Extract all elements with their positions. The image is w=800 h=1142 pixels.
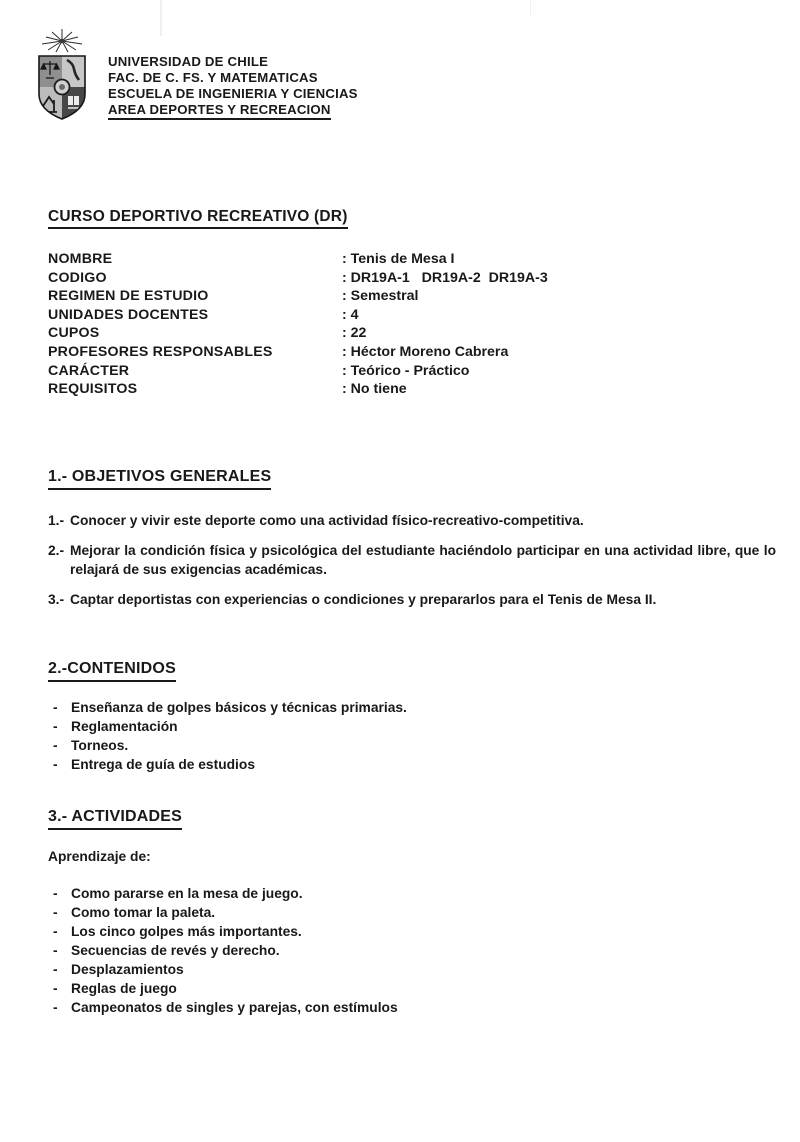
item-marker: - xyxy=(53,738,58,753)
item-text: Campeonatos de singles y parejas, con estímulos xyxy=(71,1000,398,1015)
info-label-regimen: REGIMEN DE ESTUDIO xyxy=(48,288,209,305)
item-text: Torneos. xyxy=(71,738,129,753)
section-heading xyxy=(48,807,776,830)
info-value-profesores: : Héctor Moreno Cabrera xyxy=(342,343,509,360)
info-row-profesores xyxy=(48,343,778,362)
info-value-regimen: : Semestral xyxy=(342,288,419,305)
info-value-requisitos: : No tiene xyxy=(342,381,407,398)
info-label-nombre: NOMBRE xyxy=(48,251,113,267)
list-item xyxy=(48,541,776,579)
section-actividades xyxy=(48,807,776,1017)
item-marker: - xyxy=(53,905,58,920)
item-text: Enseñanza de golpes básicos y técnicas primarias. xyxy=(71,700,407,715)
info-value-cupos: : 22 xyxy=(342,325,367,342)
item-marker: - xyxy=(53,943,58,958)
info-label-cupos: CUPOS xyxy=(48,325,100,342)
item-text: Conocer y vivir este deporte como una actividad físico-recreativo-competitiva. xyxy=(70,513,584,528)
letterhead-text xyxy=(108,28,358,120)
info-row-caracter xyxy=(48,362,778,381)
letterhead-line-faculty: FAC. DE C. FS. Y MATEMATICAS xyxy=(108,70,318,85)
info-label-unidades: UNIDADES DOCENTES xyxy=(48,306,209,323)
item-text: Los cinco golpes más importantes. xyxy=(71,924,302,939)
list-item xyxy=(48,960,776,979)
course-info-table xyxy=(48,250,778,399)
item-marker: - xyxy=(53,719,58,734)
section-contenidos xyxy=(48,659,776,774)
info-row-cupos xyxy=(48,324,778,343)
section-heading-text: 1.- OBJETIVOS GENERALES xyxy=(48,467,271,490)
info-value-caracter: : Teórico - Práctico xyxy=(342,362,470,379)
list-item xyxy=(48,998,776,1017)
letterhead-line-school: ESCUELA DE INGENIERIA Y CIENCIAS xyxy=(108,86,358,101)
info-row-regimen xyxy=(48,287,778,306)
info-row-codigo xyxy=(48,269,778,288)
document-title-text: CURSO DEPORTIVO RECREATIVO (DR) xyxy=(48,208,348,229)
info-label-codigo: CODIGO xyxy=(48,269,107,286)
item-text: Captar deportistas con experiencias o condiciones y prepararlos para el Tenis de Mesa II. xyxy=(70,592,657,607)
list-item xyxy=(48,755,776,774)
list-item xyxy=(48,736,776,755)
item-marker: 2.- xyxy=(48,543,65,558)
item-text: Mejorar la condición física y psicológica del estudiante haciéndolo participar en una actividad libre, que lo relajará de sus exigencias académicas. xyxy=(70,543,776,577)
info-label-requisitos: REQUISITOS xyxy=(48,381,138,398)
university-crest-logo xyxy=(30,28,94,126)
list-item xyxy=(48,884,776,903)
item-text: Entrega de guía de estudios xyxy=(71,757,255,772)
item-marker: - xyxy=(53,886,58,901)
item-text: Como tomar la paleta. xyxy=(71,905,216,920)
activities-list xyxy=(48,884,776,1017)
item-marker: - xyxy=(53,924,58,939)
objectives-list xyxy=(48,511,776,609)
list-item xyxy=(48,941,776,960)
letterhead-line-area: AREA DEPORTES Y RECREACION xyxy=(108,102,331,120)
letterhead-line-university: UNIVERSIDAD DE CHILE xyxy=(108,54,269,69)
item-marker: 3.- xyxy=(48,592,65,607)
info-row-requisitos xyxy=(48,380,778,399)
item-text: Como pararse en la mesa de juego. xyxy=(71,886,303,901)
info-label-caracter: CARÁCTER xyxy=(48,362,130,379)
info-value-codigo: : DR19A-1 DR19A-2 DR19A-3 xyxy=(342,269,548,286)
info-value-nombre: : Tenis de Mesa I xyxy=(342,251,455,267)
contents-list xyxy=(48,698,776,774)
section-heading xyxy=(48,467,776,490)
section-heading xyxy=(48,659,776,682)
section-heading-text: 3.- ACTIVIDADES xyxy=(48,807,182,830)
info-label-profesores: PROFESORES RESPONSABLES xyxy=(48,343,273,360)
item-text: Secuencias de revés y derecho. xyxy=(71,943,280,958)
list-item xyxy=(48,903,776,922)
letterhead xyxy=(30,28,358,126)
item-marker: - xyxy=(53,700,58,715)
list-item xyxy=(48,717,776,736)
item-marker: - xyxy=(53,1000,58,1015)
list-item xyxy=(48,698,776,717)
info-row-unidades xyxy=(48,306,778,325)
list-item xyxy=(48,979,776,998)
section-heading-text: 2.-CONTENIDOS xyxy=(48,659,176,682)
list-item xyxy=(48,590,776,609)
item-marker: - xyxy=(53,962,58,977)
item-marker: - xyxy=(53,757,58,772)
item-marker: 1.- xyxy=(48,513,65,528)
info-value-unidades: : 4 xyxy=(342,306,359,323)
item-text: Reglamentación xyxy=(71,719,178,734)
item-text: Desplazamientos xyxy=(71,962,184,977)
item-marker: - xyxy=(53,981,58,996)
section-objetivos-generales xyxy=(48,467,776,620)
document-title xyxy=(48,208,348,229)
list-item xyxy=(48,922,776,941)
activities-intro: Aprendizaje de: xyxy=(48,849,151,864)
list-item xyxy=(48,511,776,530)
info-row-nombre xyxy=(48,250,778,269)
scan-artifact-line xyxy=(530,0,531,16)
item-text: Reglas de juego xyxy=(71,981,177,996)
